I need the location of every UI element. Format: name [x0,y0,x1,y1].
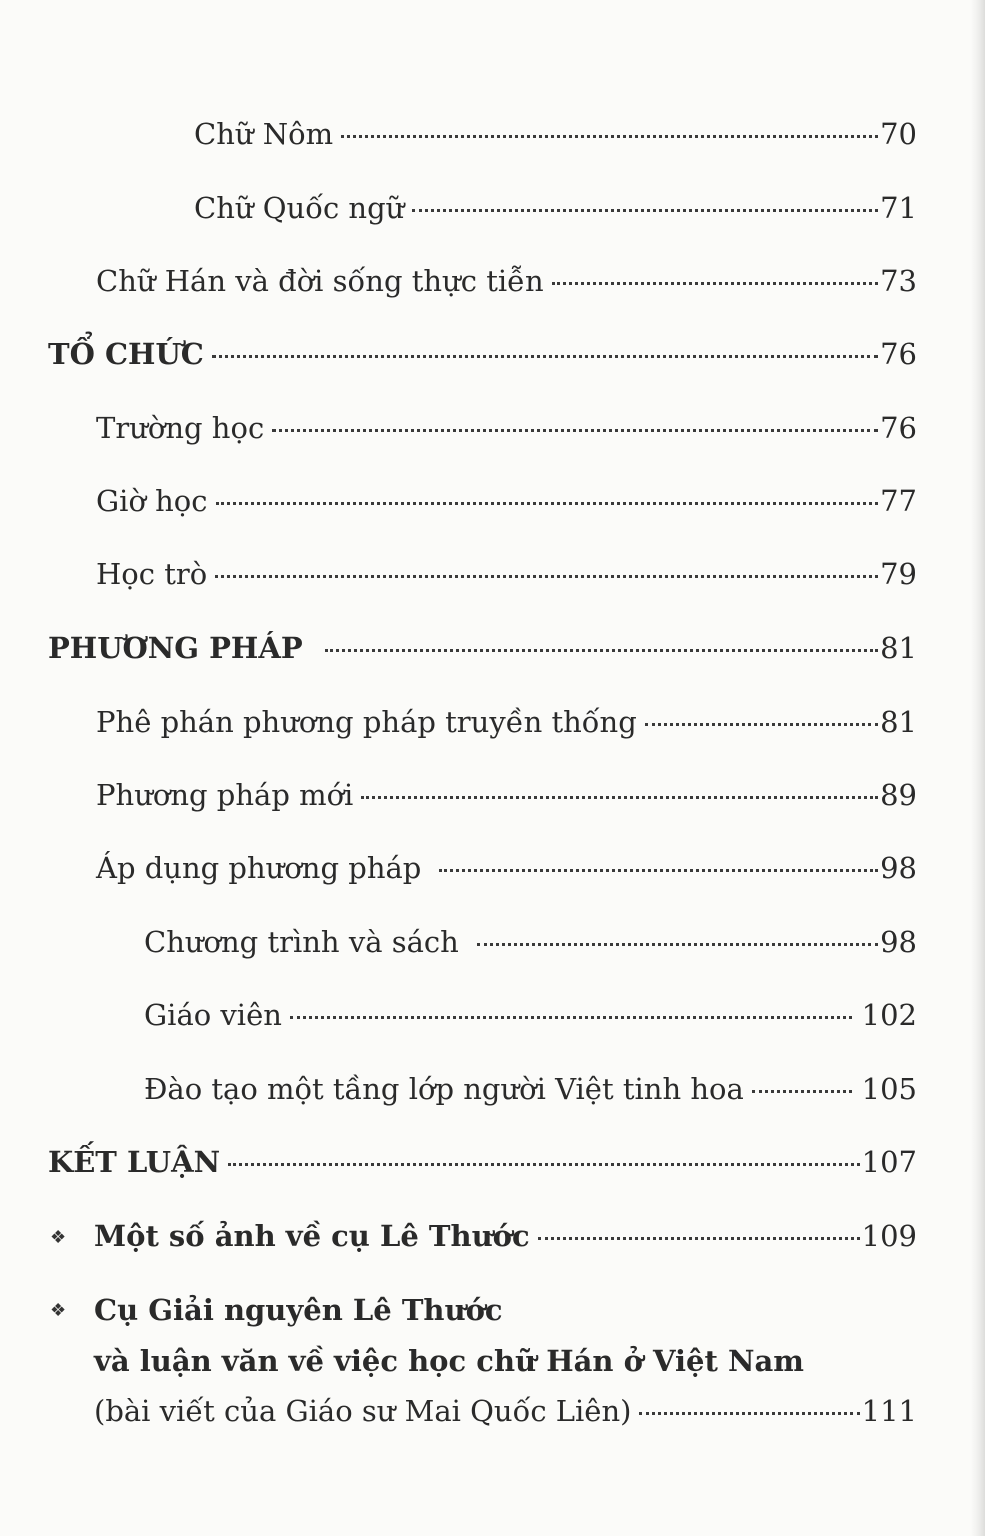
toc-entry [144,993,917,1037]
toc-appendix-title-line-1: Cụ Giải nguyên Lê Thước [94,1293,503,1327]
dot-leader [272,429,878,432]
toc-entry-page: 98 [880,925,917,959]
toc-entry-page: 98 [880,851,917,885]
toc-entry [144,1067,917,1111]
toc-entry-title: Phương pháp mới [96,778,354,812]
toc-entry-title: Đào tạo một tầng lớp người Việt tinh hoa [144,1072,744,1106]
toc-entry [144,920,917,964]
toc-entry-page: 79 [880,557,917,591]
toc-entry-page: 109 [861,1219,917,1253]
dot-leader [439,869,878,872]
toc-entry [96,846,917,890]
toc-entry [194,186,917,230]
toc-entry-title: Học trò [96,557,208,591]
dot-leader [212,355,878,358]
toc-entry-title: (bài viết của Giáo sư Mai Quốc Liên) [94,1394,632,1428]
dot-leader [752,1090,852,1093]
toc-entry [96,552,917,596]
toc-entry-title: Chữ Nôm [194,117,334,151]
dot-leader [341,135,878,138]
toc-entry-page: 89 [880,778,917,812]
dot-leader [412,209,878,212]
toc-entry-title: PHƯƠNG PHÁP [48,631,303,665]
dot-leader [552,282,878,285]
toc-entry [96,773,917,817]
toc-entry-title: Áp dụng phương pháp [96,851,422,885]
dot-leader [290,1016,852,1019]
toc-entry-page: 102 [861,998,917,1032]
dot-leader [228,1163,860,1166]
dot-leader [477,943,878,946]
toc-entry-title: Giáo viên [144,998,282,1032]
dot-leader [325,649,878,652]
diamond-bullet-icon: ❖ [50,1227,67,1248]
dot-leader [216,502,879,505]
toc-section-heading [48,626,917,670]
toc-entry-page: 71 [880,191,917,225]
toc-entry-title: Giờ học [96,484,208,518]
toc-entry-title: Một số ảnh về cụ Lê Thước [94,1219,530,1253]
toc-entry-page: 76 [880,337,917,371]
toc-entry-title: Chữ Hán và đời sống thực tiễn [96,264,544,298]
toc-appendix-title-line-2: và luận văn về việc học chữ Hán ở Việt Nam [94,1344,804,1378]
toc-entry [194,112,917,156]
toc-entry-title: Trường học [96,411,265,445]
diamond-bullet-icon: ❖ [50,1300,67,1321]
toc-section-heading [48,1140,917,1184]
toc-section-heading [48,332,917,376]
toc-entry-page: 107 [861,1145,917,1179]
toc-entry-title: Phê phán phương pháp truyền thống [96,705,637,739]
toc-entry-title: KẾT LUẬN [48,1145,221,1179]
toc-entry-title: Chương trình và sách [144,925,459,959]
toc-entry-page: 105 [861,1072,917,1106]
toc-entry [96,479,917,523]
toc-entry-page: 73 [880,264,917,298]
toc-entry-page: 81 [880,631,917,665]
toc-entry [96,700,917,744]
page-edge-shadow [971,0,985,1536]
dot-leader [215,575,878,578]
dot-leader [361,796,878,799]
toc-entry-page: 76 [880,411,917,445]
toc-entry-title: TỔ CHỨC [48,337,204,371]
toc-entry-page: 77 [880,484,917,518]
toc-entry [96,259,917,303]
toc-entry-page: 70 [880,117,917,151]
dot-leader [538,1237,860,1240]
toc-entry-page: 111 [861,1394,917,1428]
toc-entry [96,406,917,450]
dot-leader [639,1412,859,1415]
dot-leader [645,723,878,726]
toc-entry-title: Chữ Quốc ngữ [194,191,405,225]
toc-entry-page: 81 [880,705,917,739]
toc-appendix-entry [94,1214,917,1258]
toc-appendix-entry [94,1389,917,1433]
